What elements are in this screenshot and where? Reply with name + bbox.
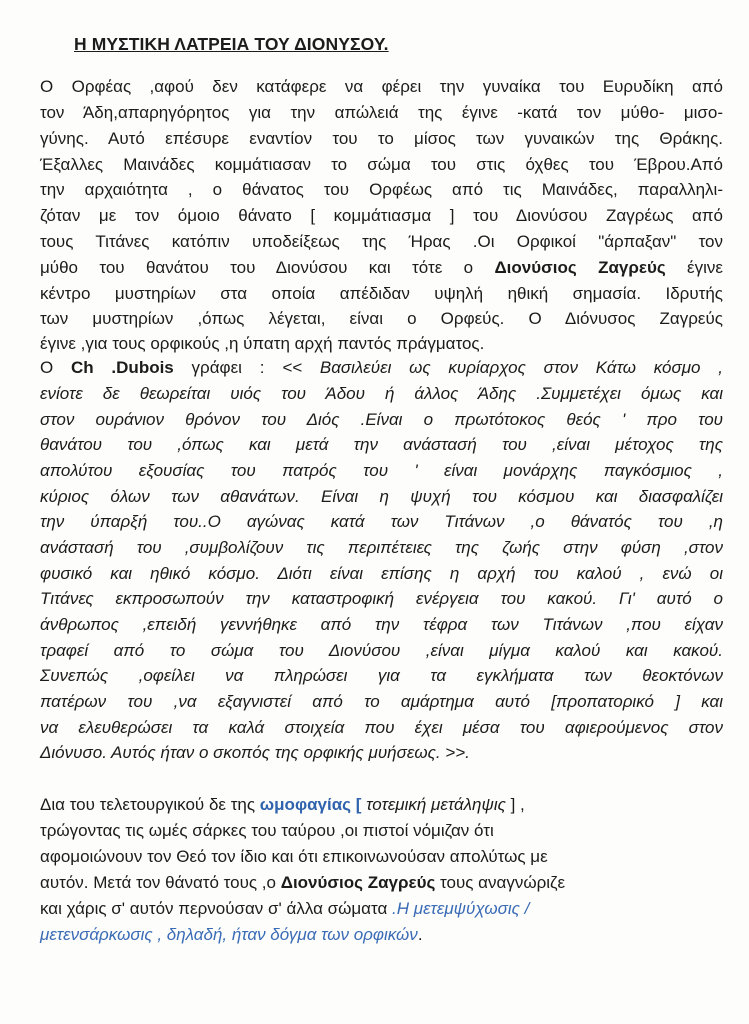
highlight-term: ωμοφαγίας [ <box>259 795 367 814</box>
quote-start: << Βασιλεύει ως κυρίαρχος στον Κάτω κόσμο , <box>282 358 724 377</box>
text-span: Δια του τελετουργικού δε της <box>40 795 260 814</box>
text-line: αφομοιώνουν τον Θεό τον ίδιο και ότι επικοινωνούσαν απολύτως με <box>40 847 548 866</box>
quote-line: ενίοτε δε θεωρείται υιός του Άδου ή άλλος Άδης .Συμμετέχει όμως και <box>40 384 723 403</box>
text-span: και χάρις σ' αυτόν περνούσαν σ' άλλα σώματα <box>40 899 393 918</box>
quote-line: Διόνυσο. Αυτός ήταν ο σκοπός της ορφικής μυήσεως. >>. <box>40 743 470 762</box>
quote-line: Συνεπώς ,οφείλει να πληρώσει για τα εγκλήματα των θεοκτόνων <box>40 666 723 685</box>
quote-line: στον ουράνιον θρόνον του Διός .Είναι ο πρωτότοκος θεός ' προ του <box>40 410 723 429</box>
text-line <box>40 897 723 921</box>
quote-line: να ελευθερώσει τα καλά στοιχεία που έχει μέσα του αφιερούμενος στον <box>40 718 723 737</box>
highlight-term: .Η μετεμψύχωσις / <box>392 899 530 918</box>
text-span: έγινε <box>665 258 723 277</box>
quote-line: θανάτου του ,όπως και μετά την ανάστασή του ,είναι μέτοχος της <box>40 435 723 454</box>
text-span: . <box>417 925 423 944</box>
text-line <box>40 793 723 817</box>
text-span: τοτεμική μετάληψις <box>366 795 506 814</box>
highlight-term: μετενσάρκωσις , δηλαδή, ήταν δόγμα των ορφικών <box>40 925 418 944</box>
quote-line: φυσικό και ηθικό κόσμο. Διότι είναι επίσης η αρχή του καλού , ενώ οι <box>40 564 723 583</box>
quote-line: ανάστασή του ,συμβολίζουν τις περιπέτειες της ζωής στην φύση ,στον <box>40 538 723 557</box>
text-span: τους αναγνώριζε <box>435 873 566 892</box>
text-line: ζόταν με τον όμοιο θάνατο [ κομμάτιασμα ] του Διονύσου Ζαγρέως από <box>40 206 723 225</box>
text-span: ] , <box>505 795 525 814</box>
quote-line: κύριος όλων των αθανάτων. Είναι η ψυχή του κόσμου και διασφαλίζει <box>40 487 723 506</box>
text-span: γράφει : <box>173 358 283 377</box>
text-line: έγινε ,για τους ορφικούς ,η ύπατη αρχή παντός πράγματος. <box>40 334 485 353</box>
text-line <box>40 923 723 947</box>
bold-name: Διονύσιος Ζαγρεύς <box>494 258 666 277</box>
text-line: κέντρο μυστηρίων στα οποία απέδιδαν υψηλή ηθική σημασία. Ιδρυτής <box>40 284 723 303</box>
text-line: τους Τιτάνες κατόπιν υποδείξεως της Ήρας .Οι Ορφικοί "άρπαξαν" τον <box>40 232 723 251</box>
text-line <box>40 356 723 380</box>
text-line: τον Άδη,απαρηγόρητος για την απώλειά της έγινε -κατά τον μύθο- μισο- <box>40 103 723 122</box>
text-span: μύθο του θανάτου του Διονύσου και τότε ο <box>40 258 495 277</box>
text-span: Ο <box>40 358 71 377</box>
quote-line: τραφεί από το σώμα του Διονύσου ,είναι μίγμα καλού και κακού. <box>40 641 723 660</box>
bold-name: Διονύσιος Ζαγρεύς <box>280 873 436 892</box>
text-line <box>40 871 723 895</box>
text-line <box>40 256 723 280</box>
quote-line: απολύτου εξουσίας του πατρός του ' είναι μονάρχης παγκόσμιος , <box>40 461 723 480</box>
text-line: γύνης. Αυτό επέσυρε εναντίον του το μίσος των γυναικών της Θράκης. <box>40 129 723 148</box>
page-title: Η ΜΥΣΤΙΚΗ ΛΑΤΡΕΙΑ ΤΟΥ ΔΙΟΝΥΣΟΥ. <box>74 34 389 54</box>
quote-line: την ύπαρξή του..Ο αγώνας κατά των Τιτάνων ,ο θάνατός του ,η <box>40 512 723 531</box>
quote-line: πατέρων του ,να εξαγνιστεί από το αμάρτημα αυτό [προπατορικό ] και <box>40 692 723 711</box>
text-span: αυτόν. Μετά τον θάνατό τους ,ο <box>40 873 281 892</box>
text-line: Ο Ορφέας ,αφού δεν κατάφερε να φέρει την γυναίκα του Ευρυδίκη από <box>40 77 723 96</box>
text-line: των μυστηρίων ,όπως λέγεται, είναι ο Ορφεύς. Ο Διόνυσος Ζαγρεύς <box>40 309 723 328</box>
author-name: Ch .Dubois <box>71 358 174 377</box>
text-line: την αρχαιότητα , ο θάνατος του Ορφέως από τις Μαινάδες, παραλληλι- <box>40 180 723 199</box>
quote-line: Τιτάνες εκπροσωπούν την καταστροφική ενέργεια του κακού. Γι' αυτό ο <box>40 589 723 608</box>
text-line: τρώγοντας τις ωμές σάρκες του ταύρου ,οι πιστοί νόμιζαν ότι <box>40 821 494 840</box>
text-line: Έξαλλες Μαινάδες κομμάτιασαν το σώμα του στις όχθες του Έβρου.Από <box>40 155 723 174</box>
quote-line: άνθρωπος ,επειδή γεννήθηκε από την τέφρα των Τιτάνων ,που είχαν <box>40 615 723 634</box>
